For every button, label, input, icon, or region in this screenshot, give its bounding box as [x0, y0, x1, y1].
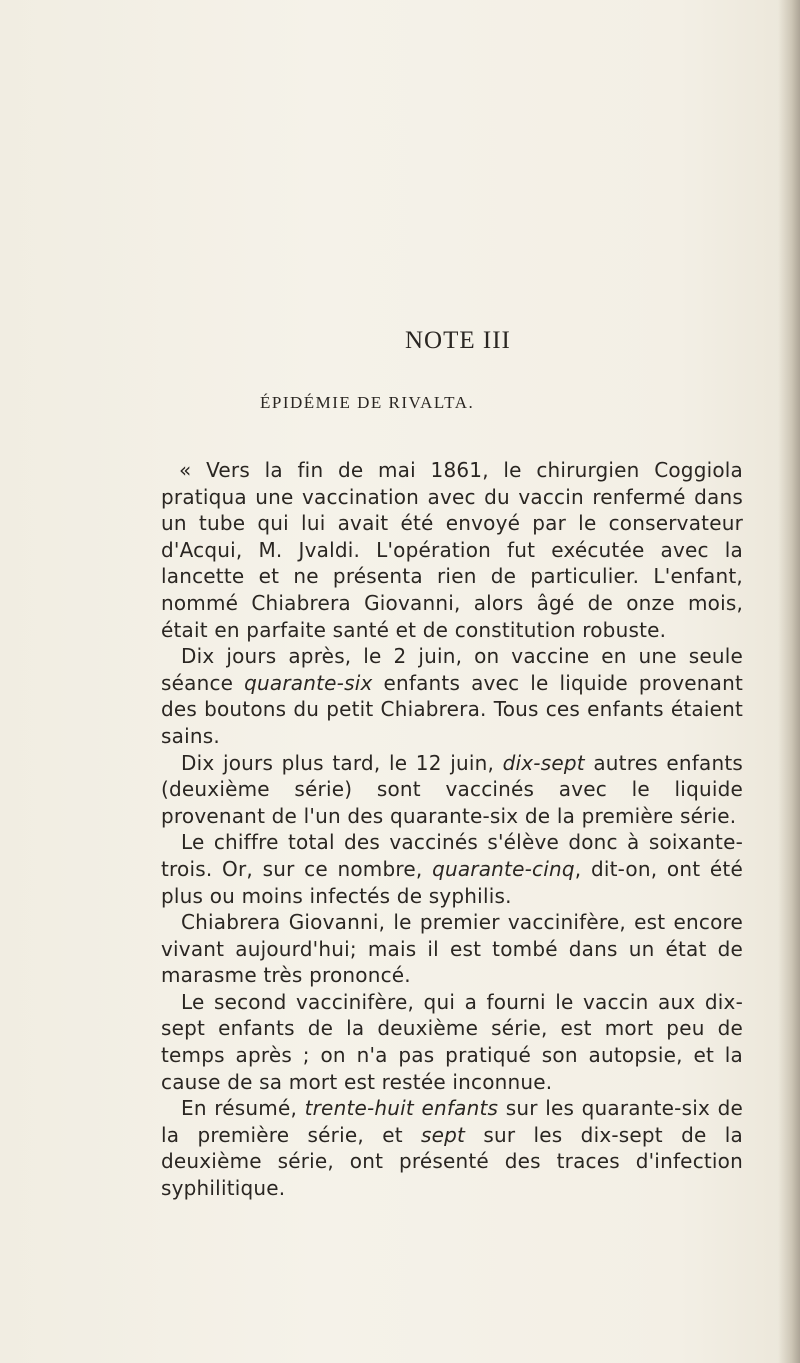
italic-text: trente-huit enfants — [304, 1096, 499, 1121]
text-segment: sur les dix-sept de la deuxième série, ont présenté des traces d'infection syphilitique. — [161, 1122, 743, 1201]
text-segment: Dix jours après, le 2 juin, on vaccine en une seule séance — [161, 644, 743, 695]
text-segment: « Vers la fin de mai 1861, le chirurgien Coggiola pratiqua une vaccination avec du vaccin renfermé dans un tube qui lui avait été envoyé par le conservateur d'Acqui, M. Jvaldi. L'opération fut exécutée avec la lancette et ne présenta rien de particulier. L'enfant, nommé Chiabrera Giovanni, alors âgé de onze mois, était en parfaite santé et de constitution robuste. — [161, 458, 743, 642]
italic-text: sept — [421, 1122, 466, 1147]
body-text — [161, 457, 743, 1202]
paragraph — [161, 750, 743, 830]
text-segment: autres enfants (deuxième série) sont vaccinés avec le liquide provenant de l'un des quarante-six de la première série. — [161, 750, 743, 828]
paragraph — [161, 457, 743, 643]
paragraph — [161, 643, 743, 749]
italic-text: quarante-six — [244, 670, 373, 695]
text-segment: Le second vaccinifère, qui a fourni le vaccin aux dix-sept enfants de la deuxième série, est mort peu de temps après ; on n'a pas pratiqué son autopsie, et la cause de sa mort est restée inconnue. — [161, 989, 743, 1094]
paragraph — [161, 829, 743, 909]
paragraph — [161, 909, 743, 989]
text-segment: , dit-on, ont été plus ou moins infectés de syphilis. — [161, 856, 743, 908]
paragraph — [161, 989, 743, 1095]
text-segment: Dix jours plus tard, le 12 juin, — [181, 750, 503, 775]
text-segment: Le chiffre total des vaccinés s'élève donc à soixante-trois. Or, sur ce nombre, — [161, 830, 743, 881]
page-edge-shadow — [778, 0, 800, 1363]
text-segment: En résumé, — [181, 1096, 305, 1121]
paragraph — [161, 1095, 743, 1201]
section-title: ÉPIDÉMIE DE RIVALTA. — [260, 393, 475, 412]
note-title: NOTE III — [405, 327, 511, 354]
italic-text: quarante-cinq — [432, 856, 575, 881]
text-segment: Chiabrera Giovanni, le premier vaccinifère, est encore vivant aujourd'hui; mais il est tombé dans un état de marasme très prononcé. — [161, 910, 743, 988]
text-segment: enfants avec le liquide provenant des boutons du petit Chiabrera. Tous ces enfants étaient sains. — [161, 670, 743, 748]
text-segment: sur les quarante-six de la première série, et — [161, 1096, 743, 1147]
italic-text: dix-sept — [502, 750, 585, 775]
